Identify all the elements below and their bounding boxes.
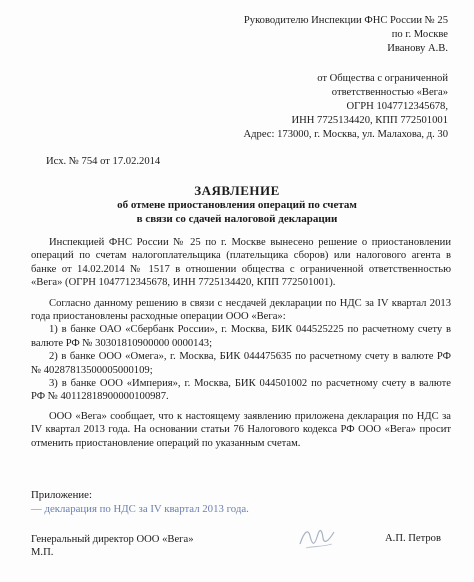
recipient-line-1: Руководителю Инспекции ФНС России № 25: [243, 15, 448, 26]
paragraph-account-3: 3) в банке ООО «Империя», г. Москва, БИК 044501002 по расчетному счету в валюте РФ № 40112818900000100987.: [31, 378, 451, 403]
signatory-position: Генеральный директор ООО «Вега»: [31, 534, 194, 545]
sender-line-1: от Общества с ограниченной: [317, 73, 448, 84]
paragraph-suspension: Согласно данному решению в связи с несдачей декларации по НДС за IV квартал 2013 года приостановлены расходные операции ООО «Вега»:: [31, 297, 451, 323]
outgoing-reference: Исх. № 754 от 17.02.2014: [46, 156, 161, 167]
recipient-line-3: Иванову А.В.: [387, 43, 448, 54]
paragraph-account-1: 1) в банке ОАО «Сбербанк России», г. Москва, БИК 044525225 по расчетному счету в валюте РФ № 30301810900000 0000143;: [31, 324, 451, 349]
sender-line-5: Адрес: 173000, г. Москва, ул. Малахова, д. 30: [243, 129, 448, 140]
signature-block: [31, 533, 194, 559]
paragraph-decision: Инспекцией ФНС России № 25 по г. Москве вынесено решение о приостановлении операций по счетам налогоплательщика (плательщика сборов) или налогового агента в банке от 14.02.2014 № 1517 в отношении общества с ограниченной ответственностью «Вега» (ОГРН 1047712345678, ИНН 7725134420, КПП 772501001).: [31, 237, 451, 289]
document-subtitle-1: об отмене приостановления операций по счетам: [117, 199, 357, 211]
seal-mark: М.П.: [31, 547, 54, 558]
sender-line-2: ответственностью «Вега»: [331, 87, 448, 98]
document-title: ЗАЯВЛЕНИЕ: [194, 183, 280, 198]
annex-block: [31, 488, 249, 516]
signatory-name: А.П. Петров: [385, 533, 441, 544]
paragraph-request: ООО «Вега» сообщает, что к настоящему заявлению приложена декларация по НДС за IV квартал 2013 года. На основании статьи 76 Налогового кодекса РФ ООО «Вега» просит отменить приостановление операций по указанным счетам.: [31, 410, 451, 449]
paragraph-account-2: 2) в банке ООО «Омега», г. Москва, БИК 044475635 по расчетному счету в валюте РФ № 40287813500005000109;: [31, 351, 451, 376]
recipient-line-2: по г. Москве: [391, 29, 448, 40]
sender-block: [244, 72, 449, 142]
sender-line-4: ИНН 7725134420, КПП 772501001: [291, 115, 448, 126]
recipient-block: [244, 14, 448, 56]
document-body: [31, 236, 451, 450]
document-subtitle-2: в связи со сдачей налоговой декларации: [136, 213, 338, 225]
annex-label: Приложение:: [31, 489, 92, 501]
annex-item: — декларация по НДС за IV квартал 2013 года.: [31, 503, 249, 515]
sender-line-3: ОГРН 1047712345678,: [346, 101, 448, 112]
handwritten-signature: [296, 522, 338, 554]
